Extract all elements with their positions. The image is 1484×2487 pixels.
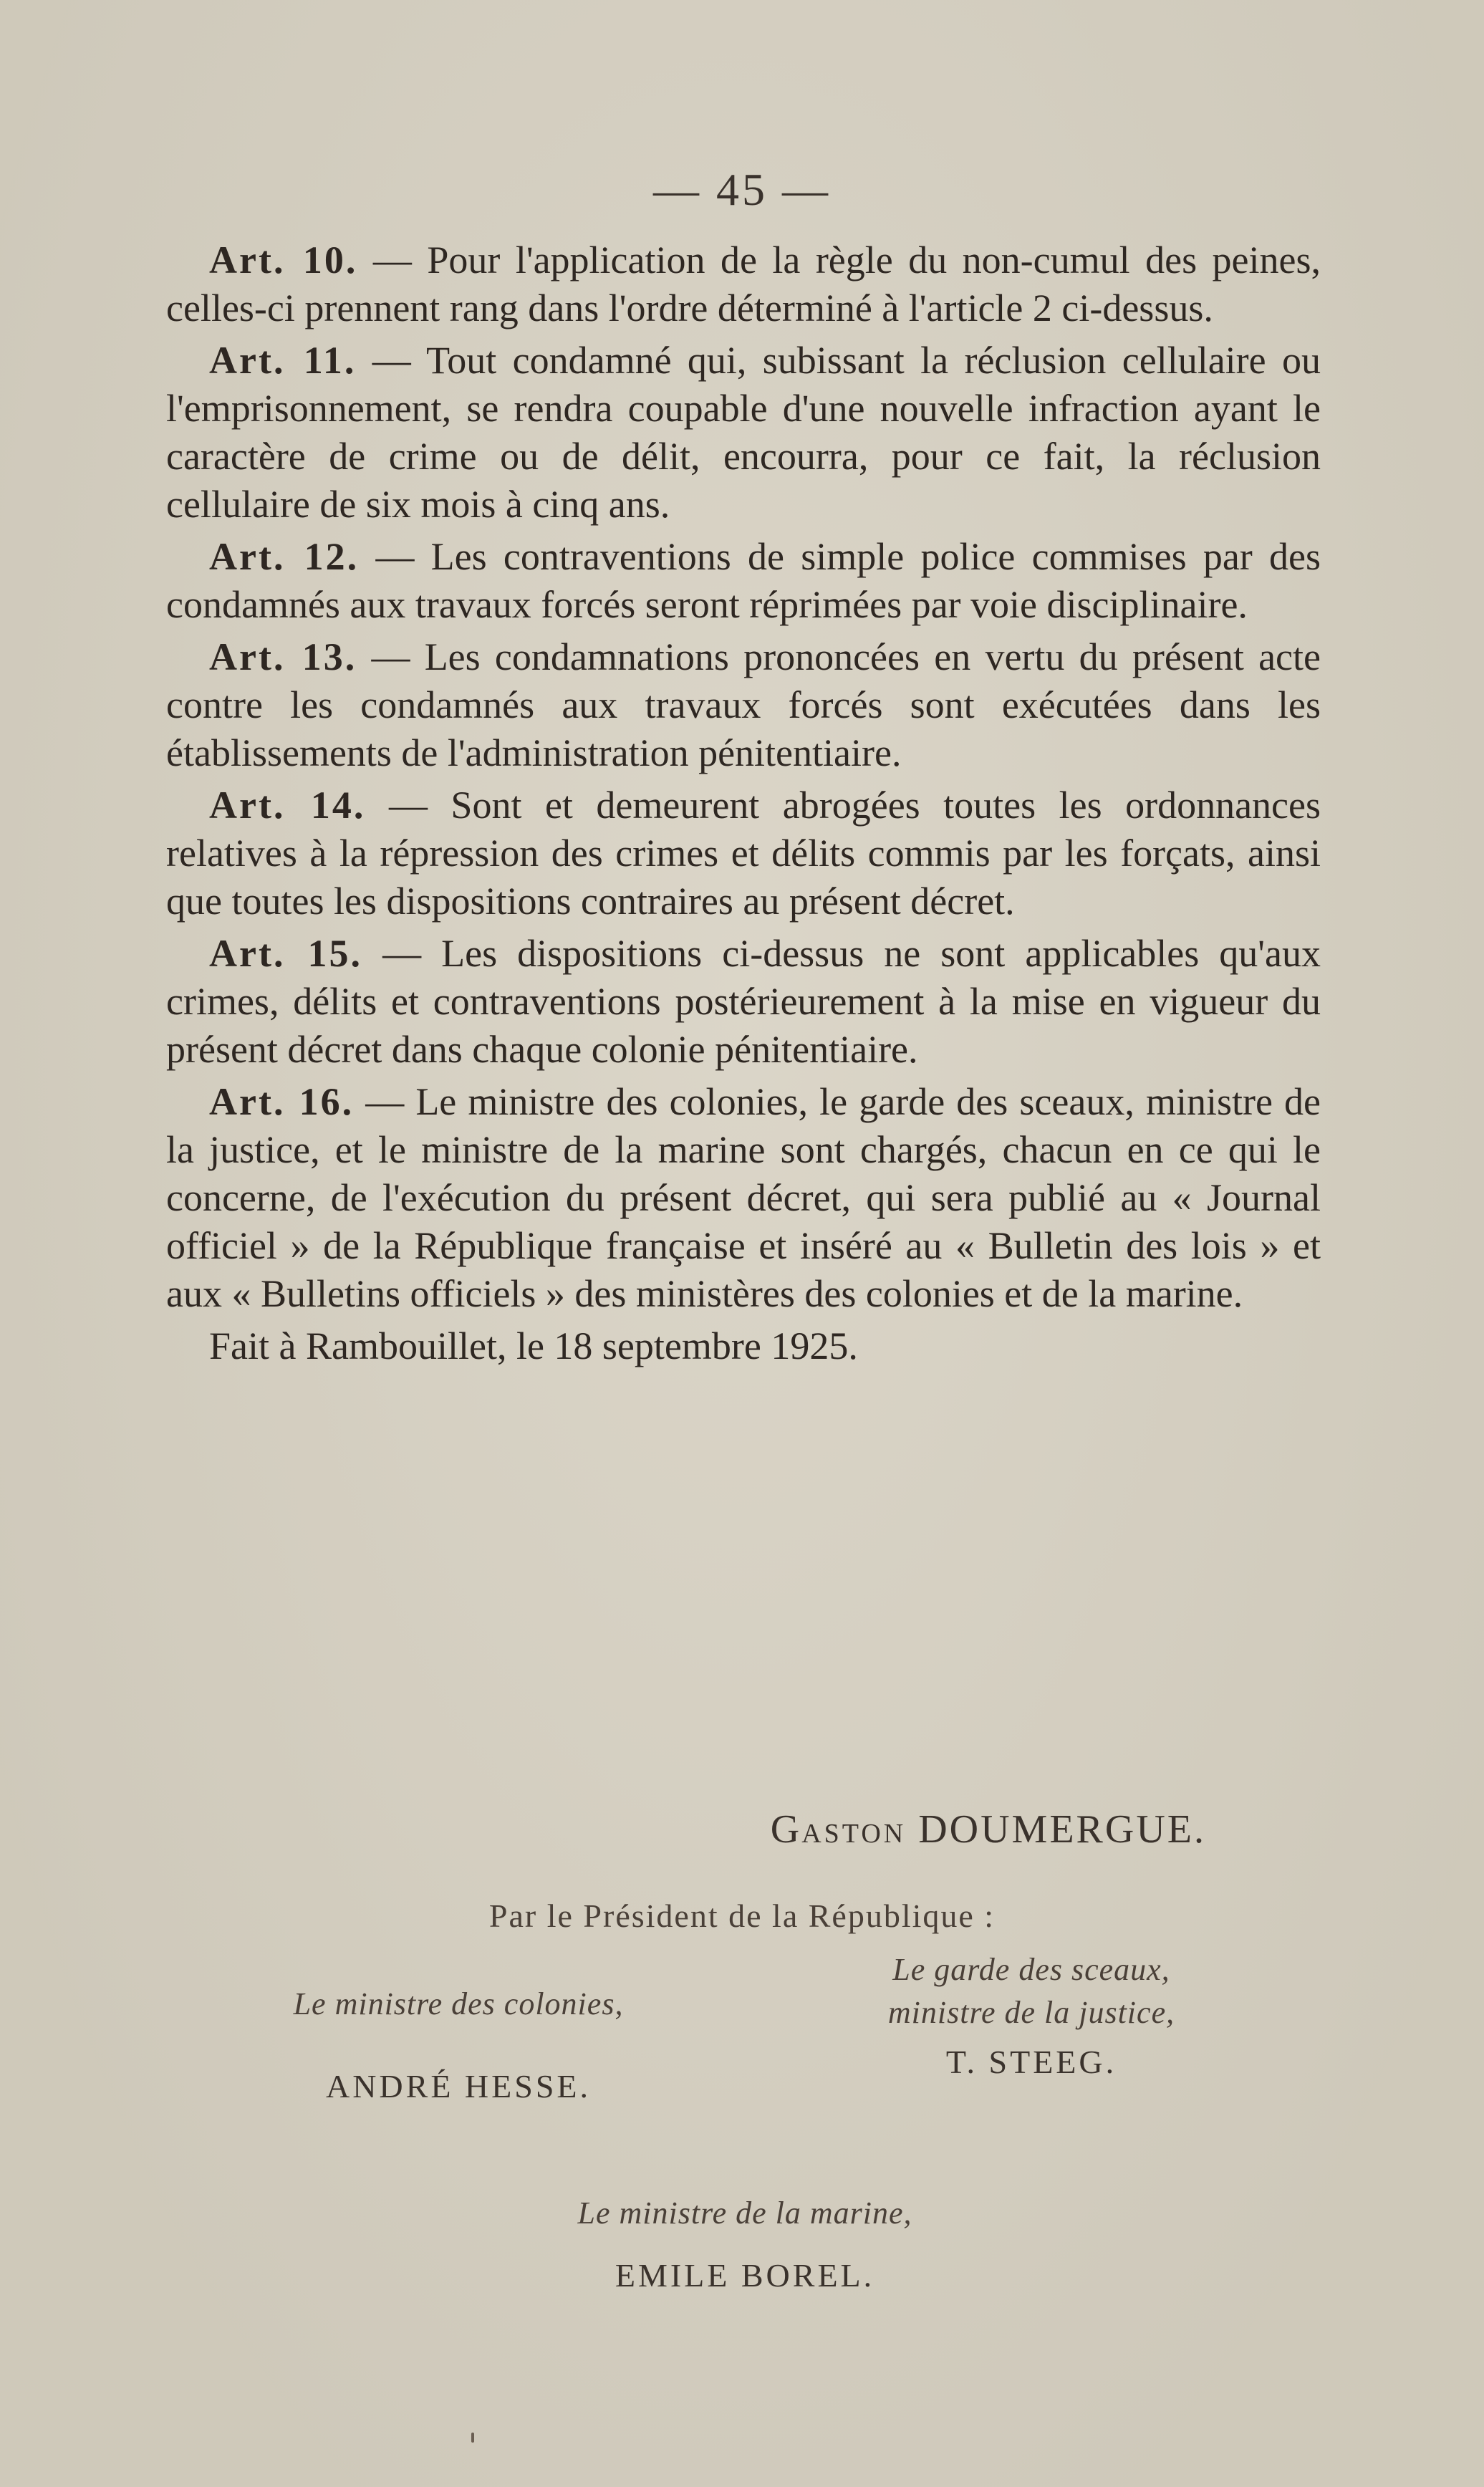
- decree-body: [166, 236, 1321, 1370]
- article-12: [166, 533, 1321, 629]
- minister-colonies-title: Le ministre des colonies,: [293, 1986, 624, 2021]
- article-16: [166, 1078, 1321, 1318]
- president-last-name: DOUMERGUE.: [918, 1807, 1206, 1852]
- article-text: — Tout condamné qui, subissant la réclusion cellulaire ou l'emprisonnement, se rendra coupable d'une nouvelle infraction ayant le caractère de crime ou de délit, encourra, pour ce fait, la réclusion cellulaire de six mois à cinq ans.: [166, 339, 1321, 526]
- article-15: [166, 930, 1321, 1074]
- article-heading: Art. 15.: [209, 932, 362, 975]
- president-first-rest: ASTON: [801, 1819, 907, 1849]
- minister-marine-name: EMILE BOREL.: [615, 2257, 875, 2294]
- minister-justice-name: T. STEEG.: [945, 2044, 1117, 2080]
- paper-speck: [471, 2433, 474, 2443]
- article-14: [166, 781, 1321, 925]
- article-11: [166, 337, 1321, 529]
- article-heading: Art. 14.: [209, 784, 366, 827]
- article-text: — Sont et demeurent abrogées toutes les ordonnances relatives à la répression des crimes et délits commis par les forçats, ainsi que toutes les dispositions contraires au présent décret.: [166, 784, 1321, 923]
- article-heading: Art. 12.: [209, 535, 360, 578]
- minister-marine-title: Le ministre de la marine,: [577, 2195, 912, 2231]
- president-signature: [771, 1807, 1206, 1852]
- article-10: [166, 236, 1321, 332]
- article-text: — Les dispositions ci-dessus ne sont applicables qu'aux crimes, délits et contraventions postérieurement à la mise en vigueur du présent décret dans chaque colonie pénitentiaire.: [166, 932, 1321, 1071]
- president-first-initial: G: [770, 1807, 802, 1852]
- article-text: — Pour l'application de la règle du non-cumul des peines, celles-ci prennent rang dans l'ordre déterminé à l'article 2 ci-dessus.: [166, 239, 1321, 329]
- article-heading: Art. 13.: [209, 635, 357, 678]
- by-the-president-line: Par le Président de la République :: [488, 1897, 996, 1934]
- minister-justice-title-line2: ministre de la justice,: [887, 1995, 1175, 2030]
- article-heading: Art. 16.: [209, 1080, 355, 1123]
- minister-colonies-block: [244, 1983, 673, 2105]
- minister-justice-block: [831, 1948, 1232, 2081]
- minister-justice-title-line1: Le garde des sceaux,: [892, 1952, 1170, 1987]
- minister-marine-block: [473, 2192, 1017, 2294]
- article-text: — Les condamnations prononcées en vertu du présent acte contre les condamnés aux travaux forcés sont exécutées dans les établissements de l'administration pénitentiaire.: [166, 635, 1321, 774]
- article-heading: Art. 11.: [209, 339, 357, 382]
- article-13: [166, 633, 1321, 777]
- page-number: — 45 —: [653, 164, 831, 215]
- article-heading: Art. 10.: [209, 239, 358, 282]
- article-text: — Les contraventions de simple police commises par des condamnés aux travaux forcés seront réprimées par voie disciplinaire.: [166, 535, 1321, 626]
- article-text: — Le ministre des colonies, le garde des sceaux, ministre de la justice, et le ministre de la marine sont chargés, chacun en ce qui le concerne, de l'exécution du présent décret, qui sera publié au « Journal officiel » de la République française et inséré au « Bulletin des lois » et aux « Bulletins officiels » des ministères des colonies et de la marine.: [166, 1080, 1321, 1315]
- minister-colonies-name: ANDRÉ HESSE.: [325, 2068, 592, 2104]
- signoff-line: Fait à Rambouillet, le 18 septembre 1925.: [209, 1324, 858, 1367]
